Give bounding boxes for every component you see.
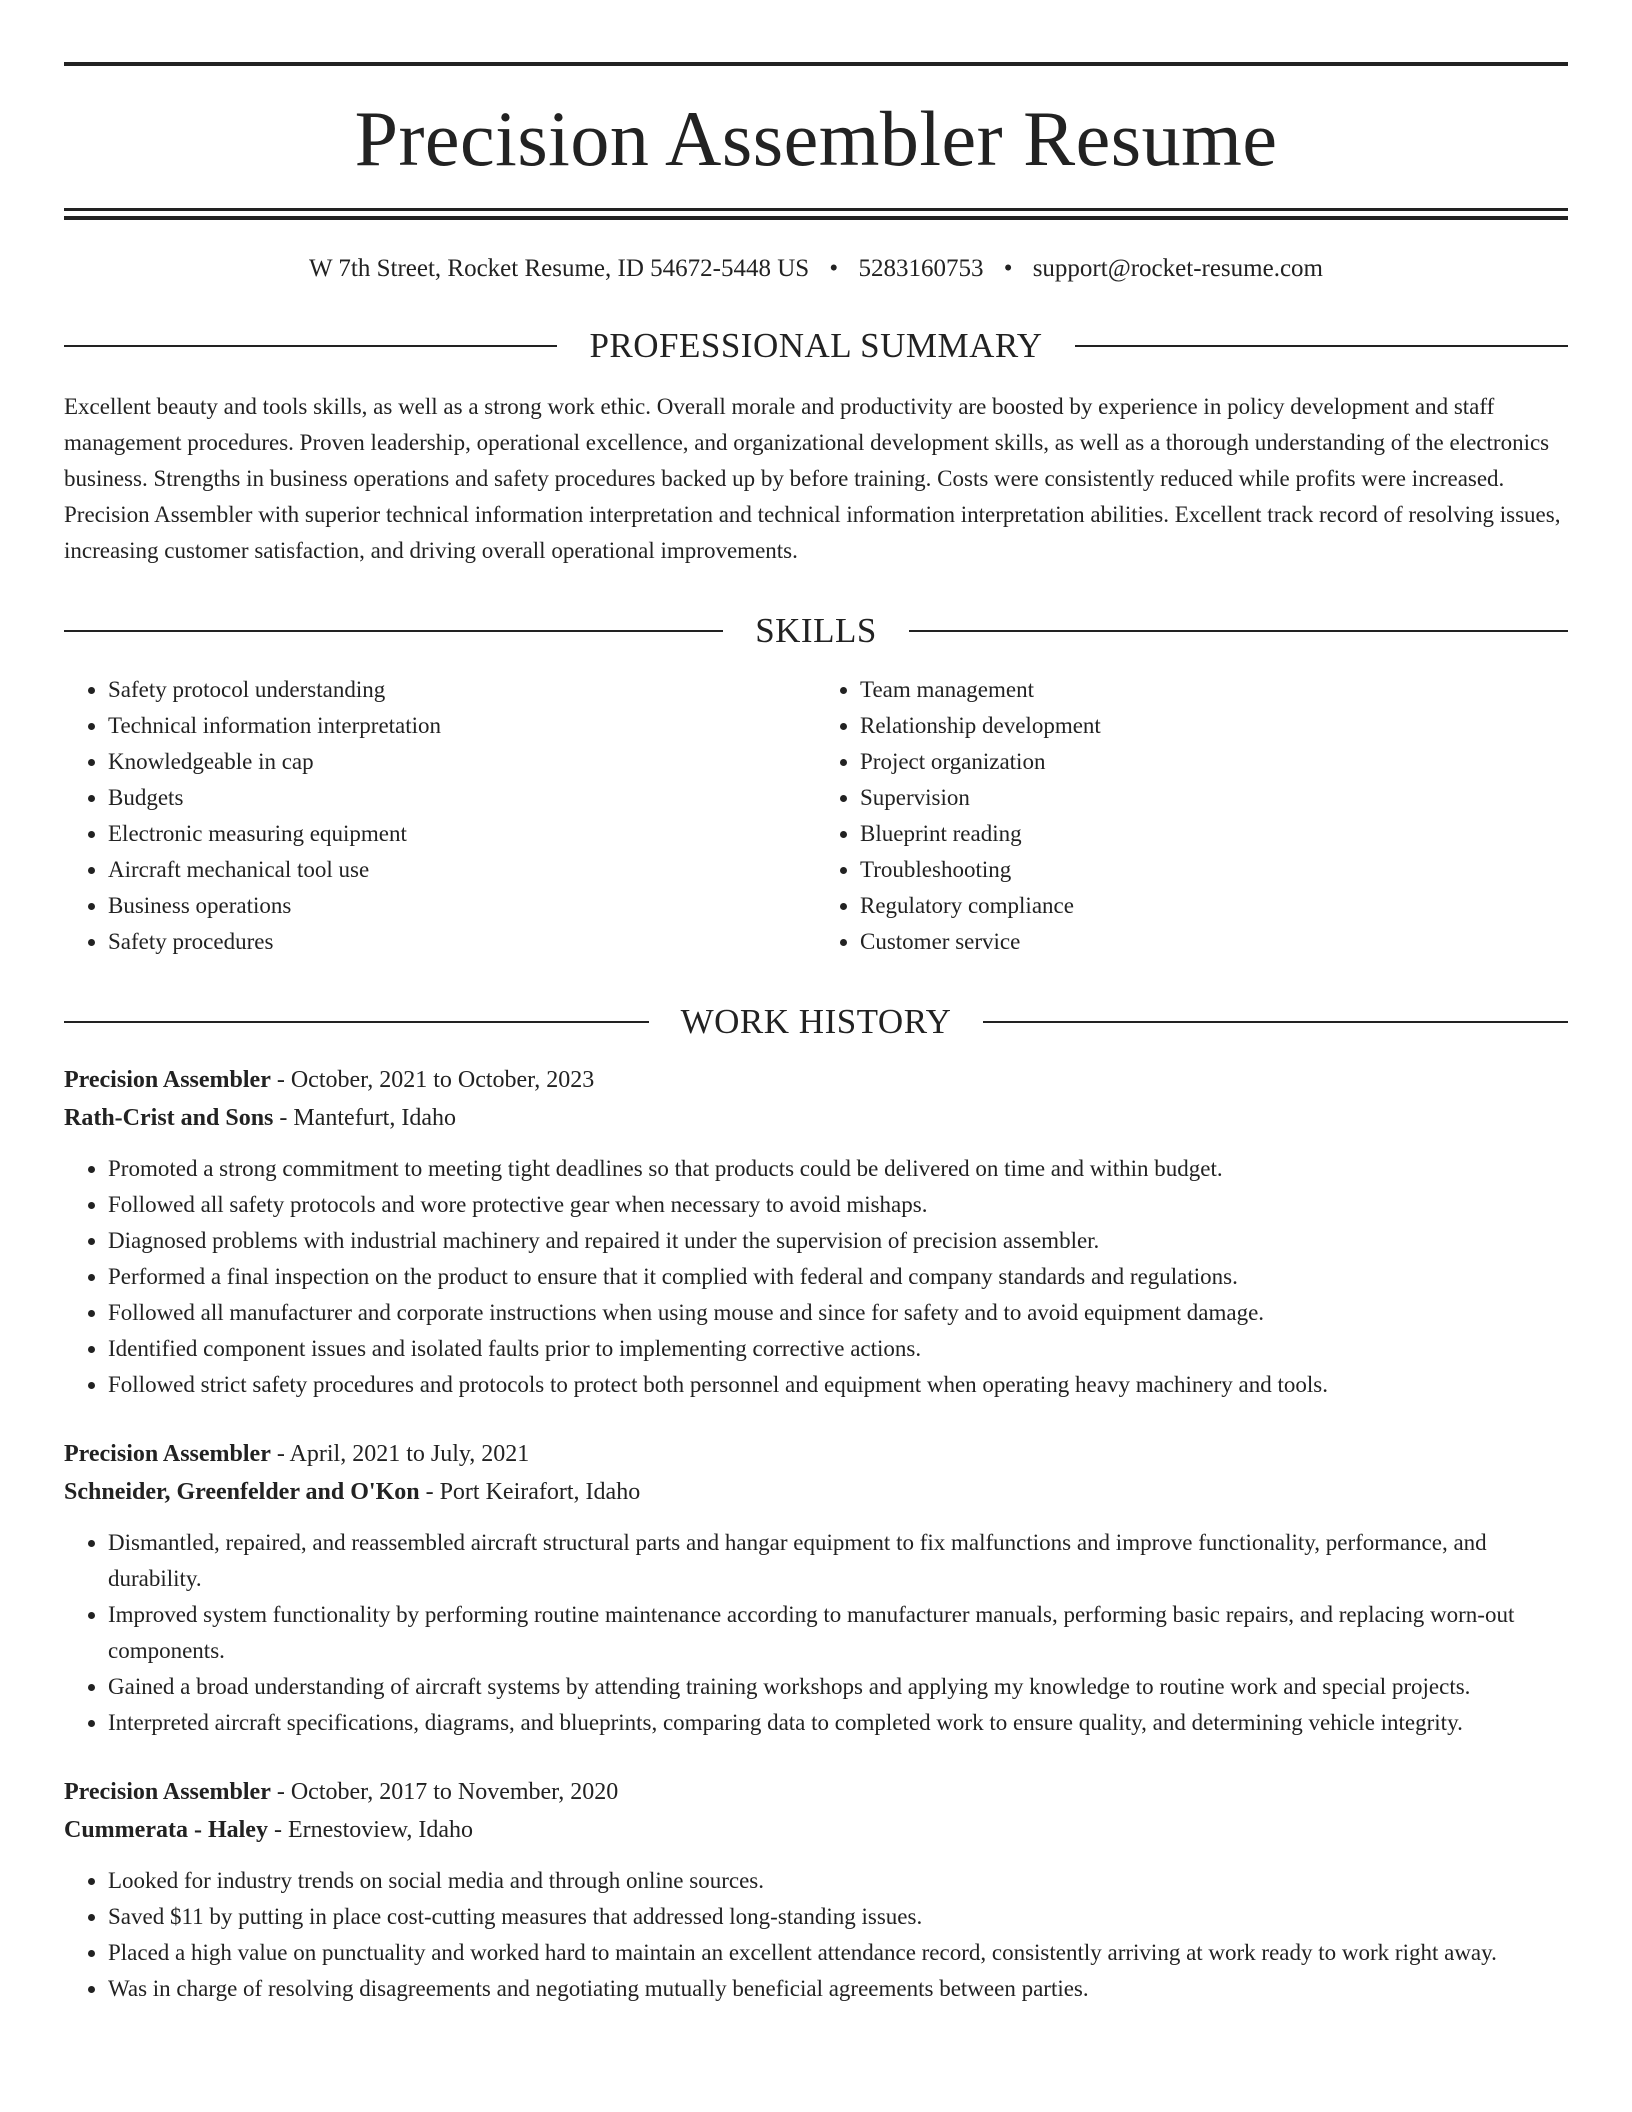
skill-item: • Team management [860, 672, 1568, 708]
job-company: Rath-Crist and Sons [64, 1105, 274, 1131]
job-dates: - April, 2021 to July, 2021 [270, 1441, 530, 1467]
skill-item: • Relationship development [860, 708, 1568, 744]
work-heading: WORK HISTORY [680, 1002, 952, 1041]
contact-line [64, 254, 1568, 284]
job-location: - Ernestoview, Idaho [267, 1817, 473, 1843]
job-bullet: • Looked for industry trends on social media and through online sources. [108, 1863, 1568, 1899]
contact-email: support@rocket-resume.com [1032, 255, 1323, 282]
job-bullet: • Saved $11 by putting in place cost-cutting measures that addressed long-standing issues. [108, 1899, 1568, 1935]
skill-item: • Blueprint reading [860, 816, 1568, 852]
summary-heading-row [64, 328, 1568, 363]
heading-rule-right [983, 1021, 1568, 1023]
skill-item: • Supervision [860, 780, 1568, 816]
skill-item: • Troubleshooting [860, 852, 1568, 888]
job-bullet: • Interpreted aircraft specifications, diagrams, and blueprints, comparing data to completed work to ensure quality, and determining vehicle integrity. [108, 1705, 1568, 1741]
skills-list-left [64, 672, 816, 960]
contact-phone: 5283160753 [858, 255, 984, 282]
job-location: - Port Keirafort, Idaho [419, 1479, 641, 1505]
skill-item: • Customer service [860, 924, 1568, 960]
skill-item: • Business operations [108, 888, 816, 924]
skill-item: • Budgets [108, 780, 816, 816]
skill-item: • Technical information interpretation [108, 708, 816, 744]
job-company-line [64, 1099, 1568, 1137]
contact-separator: • [1003, 255, 1013, 282]
job-bullet: • Diagnosed problems with industrial machinery and repaired it under the supervision of precision assembler. [108, 1223, 1568, 1259]
job-bullet: • Improved system functionality by performing routine maintenance according to manufacturer manuals, performing basic repairs, and replacing worn-out components. [108, 1597, 1568, 1669]
job-company: Schneider, Greenfelder and O'Kon [64, 1479, 420, 1505]
job-entry [64, 1773, 1568, 2007]
skill-item: • Project organization [860, 744, 1568, 780]
title-double-rule [64, 208, 1568, 220]
job-bullet: • Followed all manufacturer and corporate instructions when using mouse and since for safety and to avoid equipment damage. [108, 1295, 1568, 1331]
job-bullets [64, 1863, 1568, 2007]
skill-item: • Knowledgeable in cap [108, 744, 816, 780]
work-heading-row [64, 1004, 1568, 1039]
job-bullet: • Placed a high value on punctuality and worked hard to maintain an excellent attendance record, consistently arriving at work ready to work right away. [108, 1935, 1568, 1971]
heading-rule-right [909, 630, 1568, 632]
top-rule [64, 62, 1568, 66]
heading-rule-left [64, 345, 557, 347]
job-bullet: • Dismantled, repaired, and reassembled aircraft structural parts and hangar equipment to fix malfunctions and improve functionality, performance, and durability. [108, 1525, 1568, 1597]
job-title: Precision Assembler [64, 1067, 271, 1093]
job-entry [64, 1061, 1568, 1403]
job-dates: - October, 2017 to November, 2020 [270, 1779, 619, 1805]
skill-item: • Aircraft mechanical tool use [108, 852, 816, 888]
job-company-line [64, 1473, 1568, 1511]
contact-address: W 7th Street, Rocket Resume, ID 54672-5448 US [309, 255, 810, 282]
skill-item: • Regulatory compliance [860, 888, 1568, 924]
skill-item: • Safety protocol understanding [108, 672, 816, 708]
work-history [64, 1061, 1568, 2007]
skills-columns [64, 672, 1568, 960]
skills-heading: SKILLS [755, 611, 877, 650]
heading-rule-left [64, 1021, 649, 1023]
job-bullet: • Followed all safety protocols and wore protective gear when necessary to avoid mishaps. [108, 1187, 1568, 1223]
job-dates: - October, 2021 to October, 2023 [270, 1067, 595, 1093]
resume-title: Precision Assembler Resume [354, 95, 1278, 182]
job-company-line [64, 1811, 1568, 1849]
job-bullet: • Was in charge of resolving disagreements and negotiating mutually beneficial agreements between parties. [108, 1971, 1568, 2007]
job-title: Precision Assembler [64, 1779, 271, 1805]
skills-heading-row [64, 613, 1568, 648]
contact-separator: • [829, 255, 839, 282]
job-entry [64, 1435, 1568, 1741]
heading-rule-right [1075, 345, 1568, 347]
skill-item: • Electronic measuring equipment [108, 816, 816, 852]
job-title-line [64, 1061, 1568, 1099]
job-title-line [64, 1435, 1568, 1473]
job-title: Precision Assembler [64, 1441, 271, 1467]
job-bullets [64, 1525, 1568, 1741]
summary-heading: PROFESSIONAL SUMMARY [589, 326, 1043, 365]
job-bullet: • Gained a broad understanding of aircraft systems by attending training workshops and applying my knowledge to routine work and special projects. [108, 1669, 1568, 1705]
job-company: Cummerata - Haley [64, 1817, 268, 1843]
job-title-line [64, 1773, 1568, 1811]
job-location: - Mantefurt, Idaho [273, 1105, 456, 1131]
heading-rule-left [64, 630, 723, 632]
job-bullet: • Promoted a strong commitment to meeting tight deadlines so that products could be delivered on time and within budget. [108, 1151, 1568, 1187]
skills-list-right [816, 672, 1568, 960]
job-bullet: • Performed a final inspection on the product to ensure that it complied with federal and company standards and regulations. [108, 1259, 1568, 1295]
skill-item: • Safety procedures [108, 924, 816, 960]
summary-text: Excellent beauty and tools skills, as well as a strong work ethic. Overall morale and productivity are boosted by experience in policy development and staff management procedures. Proven leadership, operational excellence, and organizational development skills, as well as a thorough understanding of the electronics business. Strengths in business operations and safety procedures backed up by before training. Costs were consistently reduced while profits were increased. Precision Assembler with superior technical information interpretation and technical information interpretation abilities. Excellent track record of resolving issues, increasing customer satisfaction, and driving overall operational improvements. [64, 394, 1561, 563]
job-bullet: • Followed strict safety procedures and protocols to protect both personnel and equipment when operating heavy machinery and tools. [108, 1367, 1568, 1403]
job-bullet: • Identified component issues and isolated faults prior to implementing corrective actions. [108, 1331, 1568, 1367]
job-bullets [64, 1151, 1568, 1403]
